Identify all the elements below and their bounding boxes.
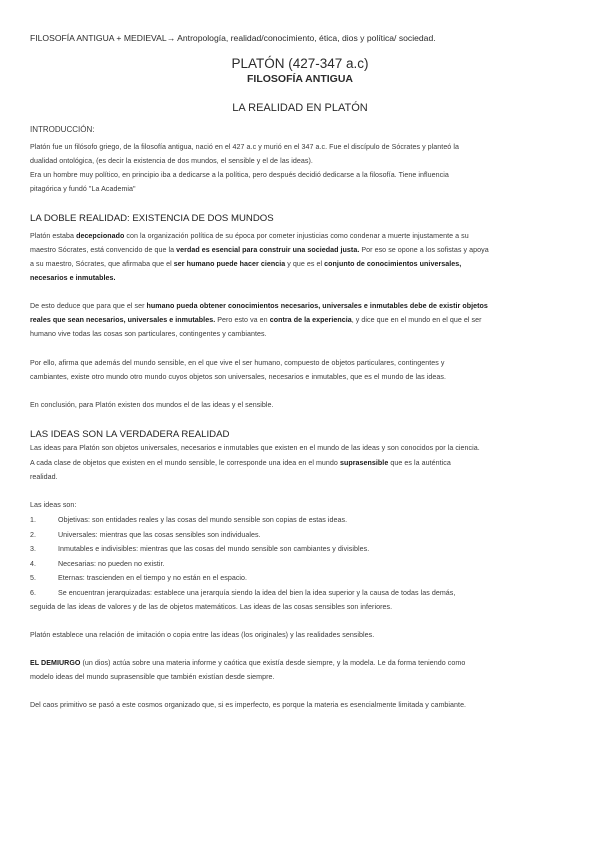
ideas-heading: LAS IDEAS SON LA VERDADERA REALIDAD (30, 429, 230, 440)
intro-heading: INTRODUCCIÓN: (30, 125, 95, 134)
paragraph-line: necesarios e inmutables. (30, 274, 116, 282)
list-item: 4. Necesarias: no pueden no existir. (30, 560, 165, 568)
paragraph-line: reales que sean necesarios, universales e inmutables. Pero esto va en contra de la experiencia, y dice que en el mundo en el que el ser (30, 316, 482, 324)
paragraph-line: Platón establece una relación de imitación o copia entre las ideas (los originales) y las realidades sensibles. (30, 631, 375, 639)
paragraph-line: En conclusión, para Platón existen dos mundos el de las ideas y el sensible. (30, 401, 274, 409)
list-item: 1. Objetivas: son entidades reales y las cosas del mundo sensible son copias de estas ideas. (30, 516, 348, 524)
list-item: 5. Eternas: trascienden en el tiempo y no están en el espacio. (30, 574, 248, 582)
page-title: PLATÓN (427-347 a.c) (231, 56, 369, 71)
paragraph-line: realidad. (30, 473, 58, 481)
list-intro: Las ideas son: (30, 501, 77, 509)
paragraph-line: modelo ideas del mundo suprasensible que también existían desde siempre. (30, 673, 275, 681)
paragraph-line: humano vive todas las cosas son particulares, contingentes y cambiantes. (30, 330, 267, 338)
list-item: 6. Se encuentran jerarquizadas: establece una jerarquía siendo la idea del bien la idea superior y la causa de todas las demás, (30, 589, 456, 597)
paragraph-line: EL DEMIURGO (un dios) actúa sobre una materia informe y caótica que existía desde siempre, y la modela. Le da forma teniendo como (30, 659, 466, 667)
paragraph-line: a su maestro, Sócrates, que afirmaba que el ser humano puede hacer ciencia y que es el conjunto de conocimientos universales, (30, 260, 462, 268)
intro-line: dualidad ontológica, (es decir la existencia de dos mundos, el sensible y el de las ideas). (30, 157, 313, 165)
paragraph-line: Platón estaba decepcionado con la organización política de su época por cometer injusticias como condenar a muerte injustamente a su (30, 232, 469, 240)
list-item-continuation: seguida de las ideas de valores y de las de objetos matemáticos. Las ideas de las cosas sensibles son inferiores. (30, 603, 393, 611)
paragraph-line: cambiantes, existe otro mundo otro mundo cuyos objetos son universales, necesarios e inmutables, que es el mundo de las ideas. (30, 373, 446, 381)
top-line: FILOSOFÍA ANTIGUA + MEDIEVAL→ Antropología, realidad/conocimiento, ética, dios y política/ sociedad. (30, 33, 436, 43)
intro-line: pitagórica y fundó "La Academia" (30, 185, 136, 193)
intro-line: Era un hombre muy político, en principio iba a dedicarse a la política, pero después decidió dedicarse a la filosofía. Tiene influencia (30, 171, 449, 179)
paragraph-line: Del caos primitivo se pasó a este cosmos organizado que, si es imperfecto, es porque la materia es esencialmente limitada y cambiante. (30, 701, 467, 709)
paragraph-line: De esto deduce que para que el ser humano pueda obtener conocimientos necesarios, universales e inmutables debe de existir objetos (30, 302, 488, 310)
page-subtitle: FILOSOFÍA ANTIGUA (247, 73, 353, 85)
list-item: 2. Universales: mientras que las cosas sensibles son individuales. (30, 531, 261, 539)
paragraph-line: A cada clase de objetos que existen en el mundo sensible, le corresponde una idea en el mundo suprasensible que es la auténtica (30, 459, 451, 467)
paragraph-line: Por ello, afirma que además del mundo sensible, en el que vive el ser humano, compuesto de objetos particulares, contingentes y (30, 359, 445, 367)
intro-line: Platón fue un filósofo griego, de la filosofía antigua, nació en el 427 a.c y murió en el 347 a.c. Fue el discípulo de Sócrates y planteó la (30, 143, 459, 151)
paragraph-line: Las ideas para Platón son objetos universales, necesarios e inmutables que existen en el mundo de las ideas y son conocidos por la ciencia. (30, 444, 480, 452)
paragraph-line: maestro Sócrates, está convencido de que la verdad es esencial para construir una sociedad justa. Por eso se opone a los sofistas y apoya (30, 246, 489, 254)
list-item: 3. Inmutables e indivisibles: mientras que las cosas del mundo sensible son cambiantes y divisibles. (30, 545, 370, 553)
doble-heading: LA DOBLE REALIDAD: EXISTENCIA DE DOS MUNDOS (30, 213, 274, 224)
section-title: LA REALIDAD EN PLATÓN (232, 102, 368, 114)
